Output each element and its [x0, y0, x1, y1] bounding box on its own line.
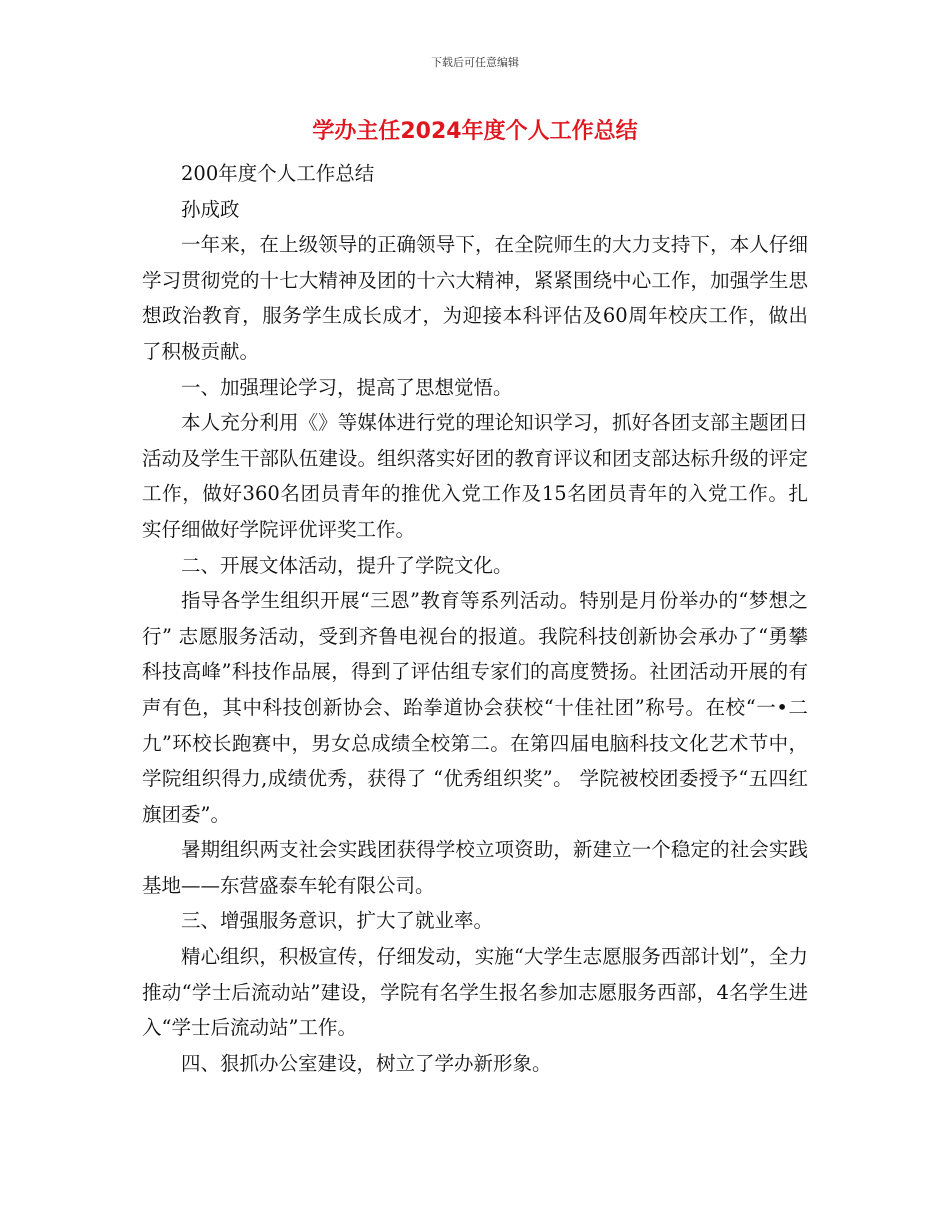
- paragraph-section-2: 指导各学生组织开展“三恩”教育等系列活动。特别是月份举办的“梦想之行” 志愿服务活动，受到齐鲁电视台的报道。我院科技创新协会承办了“勇攀科技高峰”科技作品展，得到了评估组专家们的高度赞扬。社团活动开展的有声有色，其中科技创新协会、跆拳道协会获校“十佳社团”称号。在校“一•二九”环校长跑赛中，男女总成绩全校第二。在第四届电脑科技文化艺术节中，学院组织得力,成绩优秀，获得了 “优秀组织奖”。 学院被校团委授予“五四红旗团委”。: [142, 589, 808, 826]
- document-body: [142, 156, 808, 1081]
- document-title: 学办主任2024年度个人工作总结: [312, 119, 638, 144]
- paragraph-intro: 一年来，在上级领导的正确领导下，在全院师生的大力支持下，本人仔细学习贯彻党的十七大精神及团的十六大精神，紧紧围绕中心工作，加强学生思想政治教育，服务学生成长成才，为迎接本科评估及60周年校庆工作，做出了积极贡献。: [142, 233, 808, 363]
- paragraph-section-2b: 暑期组织两支社会实践团获得学校立项资助，新建立一个稳定的社会实践基地——东营盛泰车轮有限公司。: [142, 838, 808, 897]
- header-note: 下载后可任意编辑: [431, 56, 519, 69]
- paragraph-year-title: 200年度个人工作总结: [181, 162, 375, 185]
- section-heading-4: 四、狠抓办公室建设，树立了学办新形象。: [181, 1051, 552, 1075]
- section-heading-3: 三、增强服务意识，扩大了就业率。: [181, 909, 494, 933]
- paragraph-section-3: 精心组织，积极宣传，仔细发动，实施“大学生志愿服务西部计划”，全力推动“学士后流动站”建设，学院有名学生报名参加志愿服务西部，4名学生进入“学士后流动站”工作。: [142, 945, 808, 1040]
- paragraph-section-1: 本人充分利用《》等媒体进行党的理论知识学习，抓好各团支部主题团日活动及学生干部队伍建设。组织落实好团的教育评议和团支部达标升级的评定工作，做好360名团员青年的推优入党工作及15名团员青年的入党工作。扎实仔细做好学院评优评奖工作。: [142, 411, 808, 541]
- section-heading-1: 一、加强理论学习，提高了思想觉悟。: [181, 375, 513, 399]
- section-heading-2: 二、开展文体活动，提升了学院文化。: [181, 553, 513, 577]
- paragraph-author: 孙成政: [181, 197, 240, 221]
